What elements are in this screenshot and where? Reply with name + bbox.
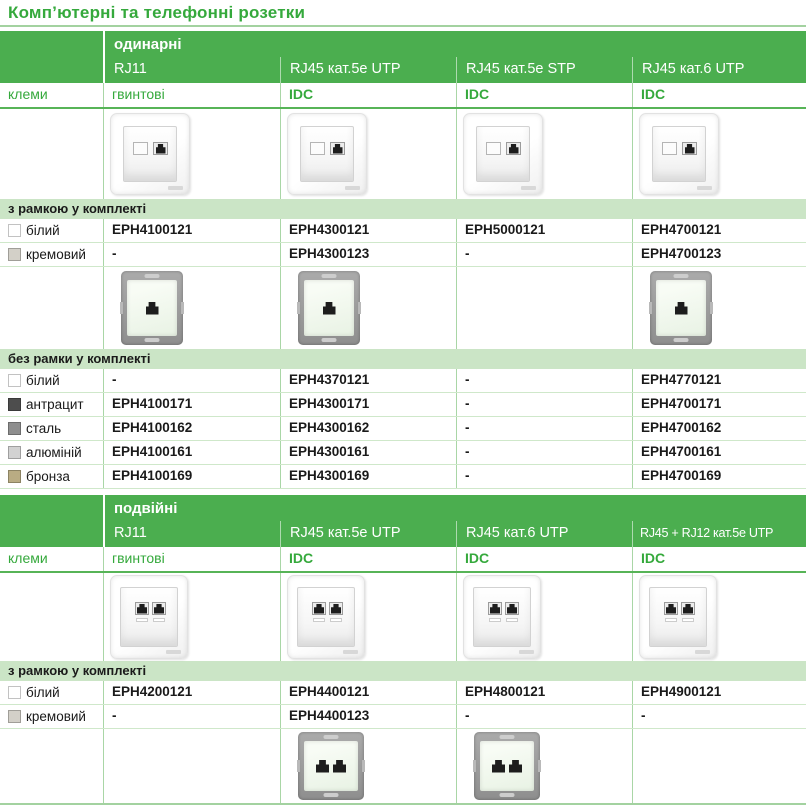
color-label-cell bbox=[0, 465, 103, 488]
schneider-logo bbox=[695, 650, 710, 654]
column-header: RJ45 кат.5e UTP bbox=[280, 521, 456, 547]
terminal-type: IDC bbox=[280, 83, 456, 107]
product-code: - bbox=[103, 369, 280, 392]
section-double bbox=[0, 495, 806, 805]
column-header-row bbox=[105, 57, 806, 83]
section-header bbox=[0, 31, 806, 83]
color-swatch bbox=[8, 470, 21, 483]
section-header bbox=[0, 495, 806, 547]
empty-cell bbox=[632, 729, 806, 803]
socket-framed-single-image bbox=[639, 113, 719, 195]
terminals-row bbox=[0, 83, 806, 109]
product-code: EPH4300162 bbox=[280, 417, 456, 440]
product-image-row bbox=[0, 267, 806, 349]
product-code: - bbox=[456, 243, 632, 266]
table-row bbox=[0, 681, 806, 705]
terminal-type: IDC bbox=[632, 83, 806, 107]
product-code: - bbox=[456, 705, 632, 728]
product-code: EPH4100121 bbox=[103, 219, 280, 242]
product-code: - bbox=[456, 369, 632, 392]
socket-mechanism-single-image bbox=[121, 271, 183, 345]
product-image-cell bbox=[456, 109, 632, 199]
product-code: EPH4700161 bbox=[632, 441, 806, 464]
column-header: RJ45 кат.5e STP bbox=[456, 57, 632, 83]
color-swatch bbox=[8, 710, 21, 723]
table-row bbox=[0, 393, 806, 417]
schneider-logo bbox=[697, 186, 712, 190]
empty-cell bbox=[0, 573, 103, 661]
product-image-cell bbox=[103, 267, 280, 349]
color-name: білий bbox=[26, 372, 60, 388]
product-code: EPH4900121 bbox=[632, 681, 806, 704]
table-row bbox=[0, 369, 806, 393]
socket-framed-single-image bbox=[463, 113, 543, 195]
empty-cell bbox=[0, 267, 103, 349]
group-band: з рамкою у комплекті bbox=[0, 199, 806, 219]
product-code: EPH4400123 bbox=[280, 705, 456, 728]
color-label-cell bbox=[0, 393, 103, 416]
product-image-cell bbox=[632, 573, 806, 661]
terminals-row bbox=[0, 547, 806, 573]
socket-mechanism-single-image bbox=[650, 271, 712, 345]
schneider-logo bbox=[166, 650, 181, 654]
table-row bbox=[0, 243, 806, 267]
product-image-cell bbox=[632, 109, 806, 199]
product-image-cell bbox=[632, 267, 806, 349]
product-code: EPH4100169 bbox=[103, 465, 280, 488]
product-code: - bbox=[456, 393, 632, 416]
product-code: EPH4300171 bbox=[280, 393, 456, 416]
header-corner-cell bbox=[0, 495, 103, 547]
product-code: EPH4200121 bbox=[103, 681, 280, 704]
section-single bbox=[0, 31, 806, 489]
product-code: EPH4400121 bbox=[280, 681, 456, 704]
product-code: - bbox=[456, 441, 632, 464]
color-label-cell bbox=[0, 705, 103, 728]
socket-framed-single-image bbox=[287, 113, 367, 195]
product-image-row bbox=[0, 573, 806, 661]
product-code: - bbox=[456, 417, 632, 440]
color-label-cell bbox=[0, 417, 103, 440]
color-label-cell bbox=[0, 243, 103, 266]
column-header: RJ45 кат.6 UTP bbox=[632, 57, 806, 83]
color-swatch bbox=[8, 398, 21, 411]
header-corner-cell bbox=[0, 31, 103, 83]
product-code: EPH4300169 bbox=[280, 465, 456, 488]
product-code: EPH4300123 bbox=[280, 243, 456, 266]
product-code: EPH4100171 bbox=[103, 393, 280, 416]
socket-mechanism-double-image bbox=[474, 732, 540, 800]
color-label-cell bbox=[0, 681, 103, 704]
empty-cell bbox=[456, 267, 632, 349]
product-code: - bbox=[103, 705, 280, 728]
table-row bbox=[0, 441, 806, 465]
terminal-type: IDC bbox=[632, 547, 806, 571]
terminals-label: клеми bbox=[8, 86, 48, 102]
table-row bbox=[0, 465, 806, 489]
color-swatch bbox=[8, 422, 21, 435]
column-header: RJ11 bbox=[114, 525, 147, 541]
terminal-type: IDC bbox=[456, 83, 632, 107]
product-code: EPH4800121 bbox=[456, 681, 632, 704]
product-code: - bbox=[456, 465, 632, 488]
product-code: EPH4100161 bbox=[103, 441, 280, 464]
terminal-type: IDC bbox=[280, 547, 456, 571]
table-row bbox=[0, 219, 806, 243]
product-image-cell bbox=[280, 267, 456, 349]
product-image-cell bbox=[280, 109, 456, 199]
group-band: без рамки у комплекті bbox=[0, 349, 806, 369]
product-code: EPH4700169 bbox=[632, 465, 806, 488]
color-name: кремовий bbox=[26, 708, 86, 724]
socket-mechanism-double-image bbox=[298, 732, 364, 800]
socket-type-label: подвійні bbox=[114, 500, 178, 517]
product-image-cell bbox=[280, 729, 456, 803]
color-label-cell bbox=[0, 219, 103, 242]
product-code: EPH4700162 bbox=[632, 417, 806, 440]
product-code: - bbox=[103, 243, 280, 266]
color-name: бронза bbox=[26, 468, 70, 484]
color-swatch bbox=[8, 446, 21, 459]
socket-framed-double-image bbox=[287, 575, 365, 659]
product-code: EPH4100162 bbox=[103, 417, 280, 440]
product-code: EPH4700123 bbox=[632, 243, 806, 266]
column-header: RJ45 + RJ12 кат.5e UTP bbox=[632, 521, 806, 547]
product-code: - bbox=[632, 705, 806, 728]
table-row bbox=[0, 705, 806, 729]
header-main bbox=[105, 31, 806, 83]
color-name: алюміній bbox=[26, 444, 82, 460]
product-code: EPH4370121 bbox=[280, 369, 456, 392]
color-name: білий bbox=[26, 684, 60, 700]
terminal-type: гвинтові bbox=[103, 547, 280, 571]
schneider-logo bbox=[343, 650, 358, 654]
color-swatch bbox=[8, 224, 21, 237]
product-image-row bbox=[0, 729, 806, 803]
product-image-cell bbox=[456, 729, 632, 803]
product-image-cell bbox=[103, 109, 280, 199]
column-header: RJ45 кат.6 UTP bbox=[456, 521, 632, 547]
terminals-label: клеми bbox=[8, 550, 48, 566]
color-label-cell bbox=[0, 369, 103, 392]
column-header: RJ45 кат.5e UTP bbox=[280, 57, 456, 83]
color-name: сталь bbox=[26, 420, 62, 436]
color-name: білий bbox=[26, 222, 60, 238]
product-image-cell bbox=[103, 573, 280, 661]
color-swatch bbox=[8, 686, 21, 699]
column-header-row bbox=[105, 521, 806, 547]
terminal-type: гвинтові bbox=[103, 83, 280, 107]
product-code: EPH4300121 bbox=[280, 219, 456, 242]
empty-cell bbox=[103, 729, 280, 803]
schneider-logo bbox=[519, 650, 534, 654]
product-image-row bbox=[0, 109, 806, 199]
color-swatch bbox=[8, 248, 21, 261]
product-code: EPH4700121 bbox=[632, 219, 806, 242]
product-code: EPH4300161 bbox=[280, 441, 456, 464]
page-title: Комп’ютерні та телефонні розетки bbox=[8, 3, 306, 22]
product-image-cell bbox=[280, 573, 456, 661]
color-label-cell bbox=[0, 441, 103, 464]
schneider-logo bbox=[521, 186, 536, 190]
group-band: з рамкою у комплекті bbox=[0, 661, 806, 681]
empty-cell bbox=[0, 729, 103, 803]
title-underline bbox=[0, 25, 806, 27]
product-image-cell bbox=[456, 573, 632, 661]
color-name: кремовий bbox=[26, 246, 86, 262]
socket-mechanism-single-image bbox=[298, 271, 360, 345]
schneider-logo bbox=[168, 186, 183, 190]
terminal-type: IDC bbox=[456, 547, 632, 571]
product-code: EPH4770121 bbox=[632, 369, 806, 392]
header-main bbox=[105, 495, 806, 547]
socket-framed-double-image bbox=[110, 575, 188, 659]
product-code: EPH5000121 bbox=[456, 219, 632, 242]
table-row bbox=[0, 417, 806, 441]
color-name: антрацит bbox=[26, 396, 84, 412]
column-header: RJ11 bbox=[114, 61, 147, 77]
product-code: EPH4700171 bbox=[632, 393, 806, 416]
socket-type-label: одинарні bbox=[114, 36, 182, 53]
schneider-logo bbox=[345, 186, 360, 190]
socket-framed-double-image bbox=[639, 575, 717, 659]
empty-cell bbox=[0, 109, 103, 199]
color-swatch bbox=[8, 374, 21, 387]
socket-framed-single-image bbox=[110, 113, 190, 195]
table-bottom-rule bbox=[0, 803, 806, 805]
socket-framed-double-image bbox=[463, 575, 541, 659]
